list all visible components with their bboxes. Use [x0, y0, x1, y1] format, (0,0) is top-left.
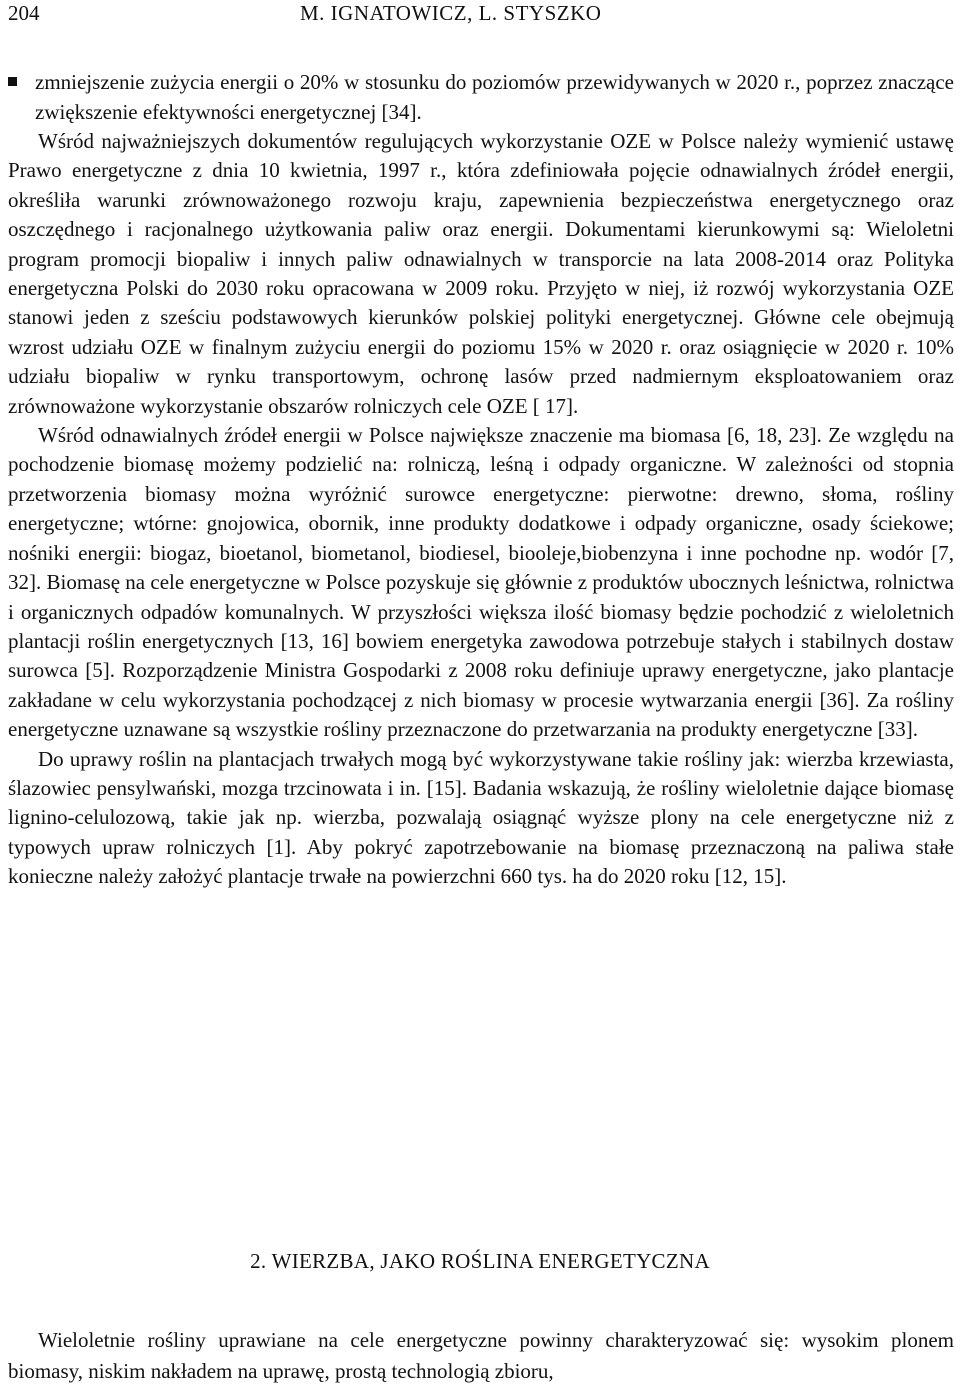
square-bullet-icon — [8, 77, 17, 86]
paragraph-perennial-characteristics: Wieloletnie rośliny uprawiane na cele energetyczne powinny charakteryzować się: wysokim plonem biomasy, niskim nakładem na uprawę, prostą technologią zbioru, — [8, 1328, 954, 1383]
paragraph-oze-documents: Wśród najważniejszych dokumentów regulujących wykorzystanie OZE w Polsce należy wymienić ustawę Prawo energetyczne z dnia 10 kwietnia, 1997 r., która zdefiniowała pojęcie odnawialnych źródeł energii, określiła warunki zrównoważonego rozwoju kraju, zapewnienia bezpieczeństwa energetycznego oraz oszczędnego i racjonalnego użytkowania paliw oraz energii. Dokumentami kierunkowymi są: Wieloletni program promocji biopaliw i innych paliw odnawialnych w transporcie na lata 2008-2014 oraz Polityka energetyczna Polski do 2030 roku opracowana w 2009 roku. Przyjęto w niej, iż rozwój wykorzystania OZE stanowi jeden z sześciu podstawowych kierunków polskiej polityki energetycznej. Główne cele obejmują wzrost udziału OZE w finalnym zużyciu energii do poziomu 15% w 2020 r. oraz osiągnięcie w 2020 r. 10% udziału biopaliw w rynku transportowym, ochronę lasów przed nadmiernym eksploatowaniem oraz zrównoważone wykorzystanie obszarów rolniczych cele OZE [ 17]. — [8, 129, 954, 418]
section-heading: 2. WIERZBA, JAKO ROŚLINA ENERGETYCZNA — [250, 1249, 710, 1273]
paragraph-biomass: Wśród odnawialnych źródeł energii w Polsce największe znaczenie ma biomasa [6, 18, 23]. Ze względu na pochodzenie biomasę możemy podzielić na: rolniczą, leśną i odpady organiczne. W zależności od stopnia przetworzenia biomasy można wyróżnić surowce energetyczne: pierwotne: drewno, słoma, rośliny energetyczne; wtórne: gnojowica, obornik, inne produkty dodatkowe i odpady organiczne, osady ściekowe; nośniki energii: biogaz, bioetanol, biometanol, biodiesel, biooleje,biobenzyna i inne pochodne np. wodór [7, 32]. Biomasę na cele energetyczne w Polsce pozyskuje się głównie z produktów ubocznych leśnictwa, rolnictwa i organicznych odpadów komunalnych. W przyszłości większa ilość biomasy będzie pochodzić z wieloletnich plantacji roślin energetycznych [13, 16] bowiem energetyka zawodowa potrzebuje stałych i stabilnych dostaw surowca [5]. Rozporządzenie Ministra Gospodarki z 2008 roku definiuje uprawy energetyczne, jako plantacje zakładane w celu wykorzystania pochodzącej z nich biomasy w procesie wytwarzania energii [36]. Za rośliny energetyczne uznawane są wszystkie rośliny przeznaczone do przetwarzania na produkty energetyczne [33]. — [8, 423, 954, 742]
paragraph-perennial-crops: Do uprawy roślin na plantacjach trwałych mogą być wykorzystywane takie rośliny jak: wierzba krzewiasta, ślazowiec pensylwański, mozga trzcinowata i in. [15]. Badania wskazują, że rośliny wieloletnie dające biomasę lignino-celulozową, takie jak np. wierzba, pozwalają osiągnąć wyższe plony na cele energetyczne niż z typowych upraw rolniczych [1]. Aby pokryć zapotrzebowanie na biomasę przeznaczoną na paliwa stałe konieczne należy założyć plantacje trwałe na powierzchni 660 tys. ha do 2020 roku [12, 15]. — [8, 746, 954, 889]
page-number: 204 — [8, 1, 40, 25]
header-authors: M. IGNATOWICZ, L. STYSZKO — [300, 1, 602, 25]
body-text — [8, 127, 954, 892]
bullet-text: zmniejszenie zużycia energii o 20% w stosunku do poziomów przewidywanych w 2020 r., poprzez znaczące zwiększenie efektywności energetycznej [34]. — [35, 70, 954, 124]
bullet-list-item — [8, 68, 954, 127]
running-header — [8, 0, 948, 30]
